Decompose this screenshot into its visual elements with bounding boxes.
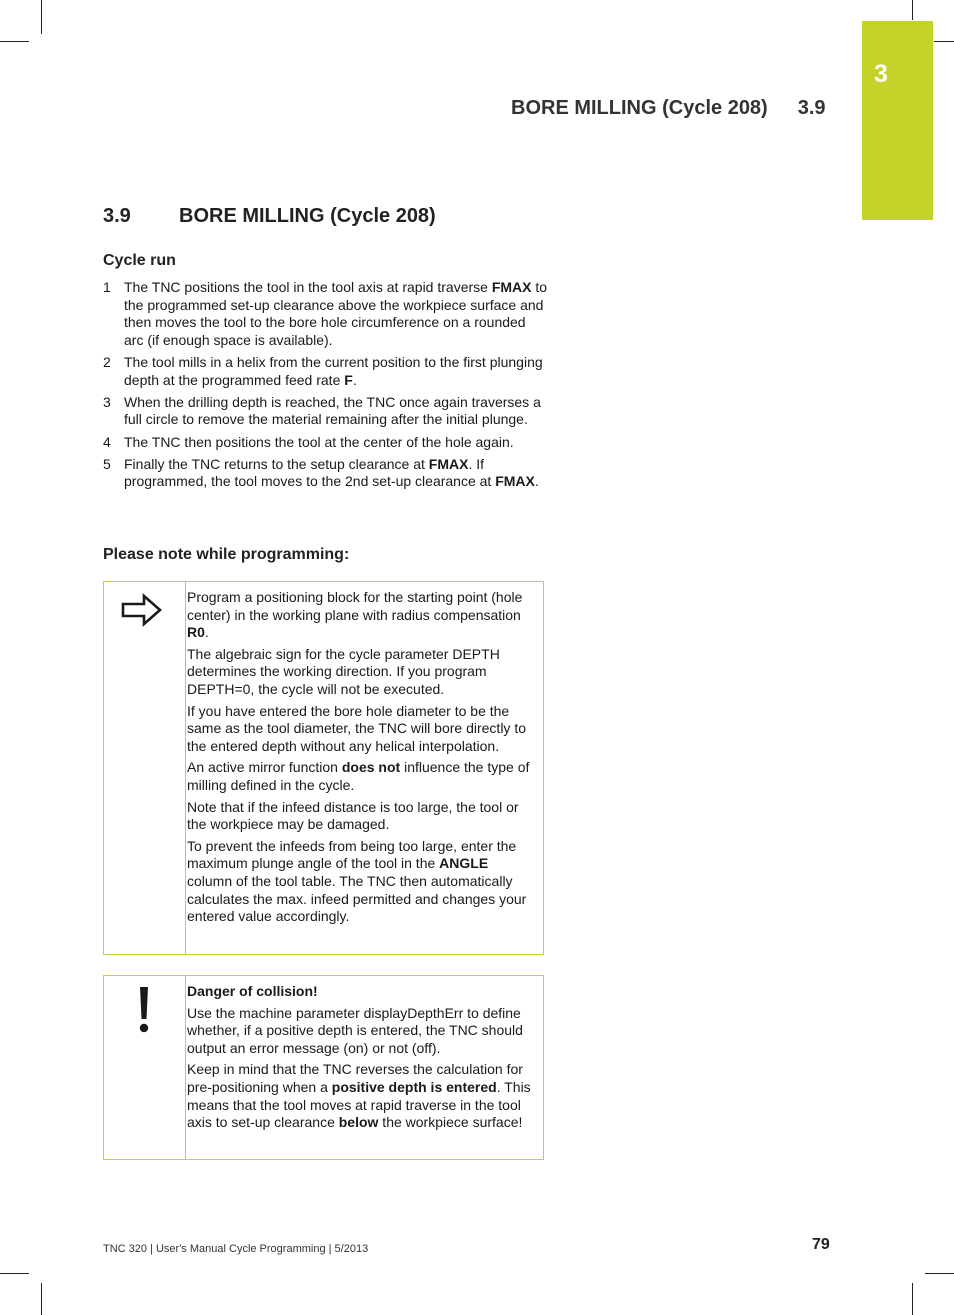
warning-title (187, 983, 535, 1001)
cycle-run-heading: Cycle run (103, 252, 176, 269)
step-text: . If programmed, the tool moves to the 2nd set-up clearance at (124, 455, 496, 490)
note-icon-column (104, 582, 186, 954)
crop-mark (41, 1283, 42, 1315)
emphasis: does not (341, 759, 401, 776)
list-item (103, 434, 548, 452)
section-title-text: BORE MILLING (Cycle 208) (179, 205, 436, 227)
warning-title-text: Danger of collision! (187, 983, 318, 999)
note-text: If you have entered the bore hole diameter to be the same as the tool diameter, the TNC will bore directly to the entered depth without any helical interpolation. (187, 702, 527, 754)
section-title (103, 205, 436, 228)
exclamation-icon (136, 985, 152, 1035)
step-text: When the drilling depth is reached, the TNC once again traverses a full circle to remove the material remaining after the initial plunge. (124, 393, 541, 428)
step-number: 2 (103, 353, 111, 370)
crop-mark (0, 1273, 29, 1274)
warning-text: the workpiece surface! (378, 1114, 523, 1131)
note-text: Note that if the infeed distance is too large, the tool or the workpiece may be damaged. (187, 798, 519, 833)
note-text: column of the tool table. The TNC then automatically calculates the max. infeed permitted and changes your entered value accordingly. (187, 872, 527, 925)
chapter-number: 3 (874, 60, 888, 88)
step-text: . (352, 371, 357, 388)
list-item (103, 279, 548, 349)
step-text: The TNC then positions the tool at the center of the hole again. (124, 433, 514, 450)
keyword: FMAX (495, 473, 535, 490)
note-text: . (204, 624, 209, 641)
page-number: 79 (812, 1236, 830, 1253)
note-paragraph (187, 759, 535, 794)
keyword: FMAX (428, 455, 469, 472)
note-text: An active mirror function (187, 759, 342, 776)
warning-paragraph (187, 1061, 535, 1131)
note-box (103, 581, 544, 955)
crop-mark (0, 41, 29, 42)
crop-mark (934, 41, 954, 42)
note-text: influence the type of milling defined in the cycle. (187, 759, 530, 793)
programming-notes-heading: Please note while programming: (103, 546, 350, 563)
crop-mark (41, 0, 42, 34)
keyword: ANGLE (439, 855, 489, 872)
arrow-right-outline-icon (120, 592, 164, 628)
warning-box (103, 975, 544, 1160)
step-number: 5 (103, 455, 111, 472)
warning-text: Keep in mind that the TNC reverses the calculation for pre-positioning when a (187, 1061, 523, 1095)
step-text: . (534, 473, 539, 490)
emphasis: below (338, 1114, 379, 1131)
crop-mark (912, 1283, 913, 1315)
note-paragraph (187, 799, 535, 834)
note-paragraph (187, 589, 535, 642)
note-paragraph (187, 646, 535, 699)
emphasis: positive depth is entered (331, 1078, 497, 1095)
note-text: The algebraic sign for the cycle parameter DEPTH determines the working direction. If you program DEPTH=0, the cycle will not be executed. (187, 645, 500, 697)
note-text: Program a positioning block for the starting point (hole center) in the working plane with radius compensation (187, 589, 523, 623)
step-number: 3 (103, 393, 111, 410)
step-text: The tool mills in a helix from the current position to the first plunging depth at the programmed feed rate (124, 353, 543, 388)
step-number: 1 (103, 279, 111, 295)
step-text: The TNC positions the tool in the tool axis at rapid traverse (124, 279, 492, 295)
note-text: To prevent the infeeds from being too large, enter the maximum plunge angle of the tool in the (187, 837, 517, 872)
step-number: 4 (103, 433, 111, 450)
chapter-tab (862, 21, 933, 220)
cycle-run-steps (103, 279, 548, 496)
running-head-number: 3.9 (797, 97, 826, 119)
warning-text: Use the machine parameter displayDepthErr to define whether, if a positive depth is entered, the TNC should output an error message (on) or not (off). (187, 1004, 523, 1056)
keyword: FMAX (491, 279, 532, 295)
list-item (103, 394, 548, 429)
footer-text: TNC 320 | User's Manual Cycle Programming | 5/2013 (103, 1243, 369, 1255)
warning-paragraph (187, 1005, 535, 1058)
warning-icon-column (104, 976, 186, 1159)
keyword: R0 (187, 624, 205, 641)
warning-text: . This means that the tool moves at rapid traverse in the tool axis to set-up clearance (187, 1078, 531, 1131)
note-paragraph (187, 703, 535, 756)
keyword: F (344, 371, 353, 388)
running-head-title: BORE MILLING (Cycle 208) (511, 97, 768, 119)
running-head (511, 97, 826, 120)
list-item (103, 354, 548, 389)
warning-content (187, 976, 543, 1144)
note-paragraph (187, 838, 535, 926)
step-text: Finally the TNC returns to the setup clearance at (124, 455, 429, 472)
list-item (103, 456, 548, 491)
section-number: 3.9 (103, 205, 131, 227)
step-text: to the programmed set-up clearance above the workpiece surface and then moves the tool to the bore hole circumference on a rounded arc (if enough space is available). (124, 279, 548, 348)
crop-mark (925, 1273, 954, 1274)
crop-mark (912, 0, 913, 20)
note-content (187, 582, 543, 938)
